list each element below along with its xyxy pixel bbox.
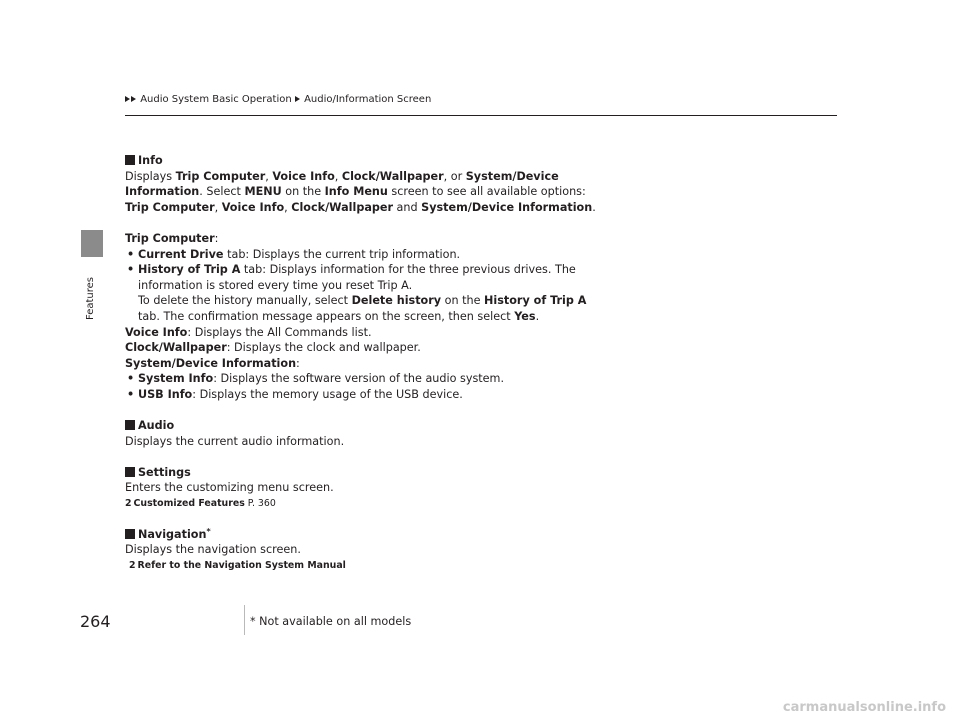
section-side-label: Features [85, 277, 96, 320]
breadcrumb-arrow-icon [125, 96, 130, 102]
section-heading-info: Info [125, 153, 645, 169]
footnote-divider [244, 605, 245, 635]
audio-description: Displays the current audio information. [125, 434, 345, 448]
reference-arrow-icon: 2 [125, 498, 132, 510]
list-item: • USB Info: Displays the memory usage of the USB device. [127, 387, 463, 401]
breadcrumb [125, 94, 431, 105]
section-heading-audio: Audio [125, 418, 645, 434]
breadcrumb-arrow-icon [295, 96, 300, 102]
reference-arrow-icon: 2 [129, 559, 136, 571]
cross-reference-link[interactable]: 2 Refer to the Navigation System Manual [129, 559, 346, 571]
voice-info-line: Voice Info: Displays the All Commands list. [125, 325, 372, 339]
footnote: * Not available on all models [250, 615, 412, 628]
square-bullet-icon [125, 155, 135, 165]
info-paragraph-line: Information. Select MENU on the Info Menu screen to see all available options: [125, 185, 586, 199]
breadcrumb-item[interactable]: Audio/Information Screen [304, 94, 432, 105]
list-item-continuation: information is stored every time you reset Trip A. [138, 278, 413, 292]
cross-reference-link[interactable]: 2 Customized Features P. 360 [125, 498, 276, 510]
watermark: carmanualsonline.info [782, 700, 946, 715]
list-item: • Current Drive tab: Displays the current trip information. [127, 247, 461, 261]
breadcrumb-arrow-icon [131, 96, 136, 102]
list-item: • History of Trip A tab: Displays information for the three previous drives. The [127, 263, 576, 277]
section-heading-navigation: Navigation* [125, 527, 645, 543]
trip-computer-label: Trip Computer: [125, 231, 219, 245]
info-paragraph-line: Trip Computer, Voice Info, Clock/Wallpaper and System/Device Information. [125, 200, 596, 214]
square-bullet-icon [125, 467, 135, 477]
settings-description: Enters the customizing menu screen. [125, 481, 334, 495]
page-number: 264 [80, 612, 111, 631]
list-item-continuation: tab. The confirmation message appears on the screen, then select Yes. [138, 309, 540, 323]
info-paragraph-line: Displays Trip Computer, Voice Info, Clock/Wallpaper, or System/Device [125, 169, 559, 183]
footnote-marker: * [206, 526, 211, 536]
section-tab-marker [81, 230, 103, 257]
navigation-description: Displays the navigation screen. [125, 543, 301, 557]
header-rule [125, 115, 837, 116]
page-body [125, 153, 645, 573]
square-bullet-icon [125, 420, 135, 430]
system-device-label: System/Device Information: [125, 356, 300, 370]
list-item-continuation: To delete the history manually, select Delete history on the History of Trip A [138, 294, 587, 308]
list-item: • System Info: Displays the software version of the audio system. [127, 372, 504, 386]
clock-wallpaper-line: Clock/Wallpaper: Displays the clock and wallpaper. [125, 341, 421, 355]
breadcrumb-item[interactable]: Audio System Basic Operation [140, 94, 292, 105]
section-heading-settings: Settings [125, 465, 645, 481]
square-bullet-icon [125, 529, 135, 539]
